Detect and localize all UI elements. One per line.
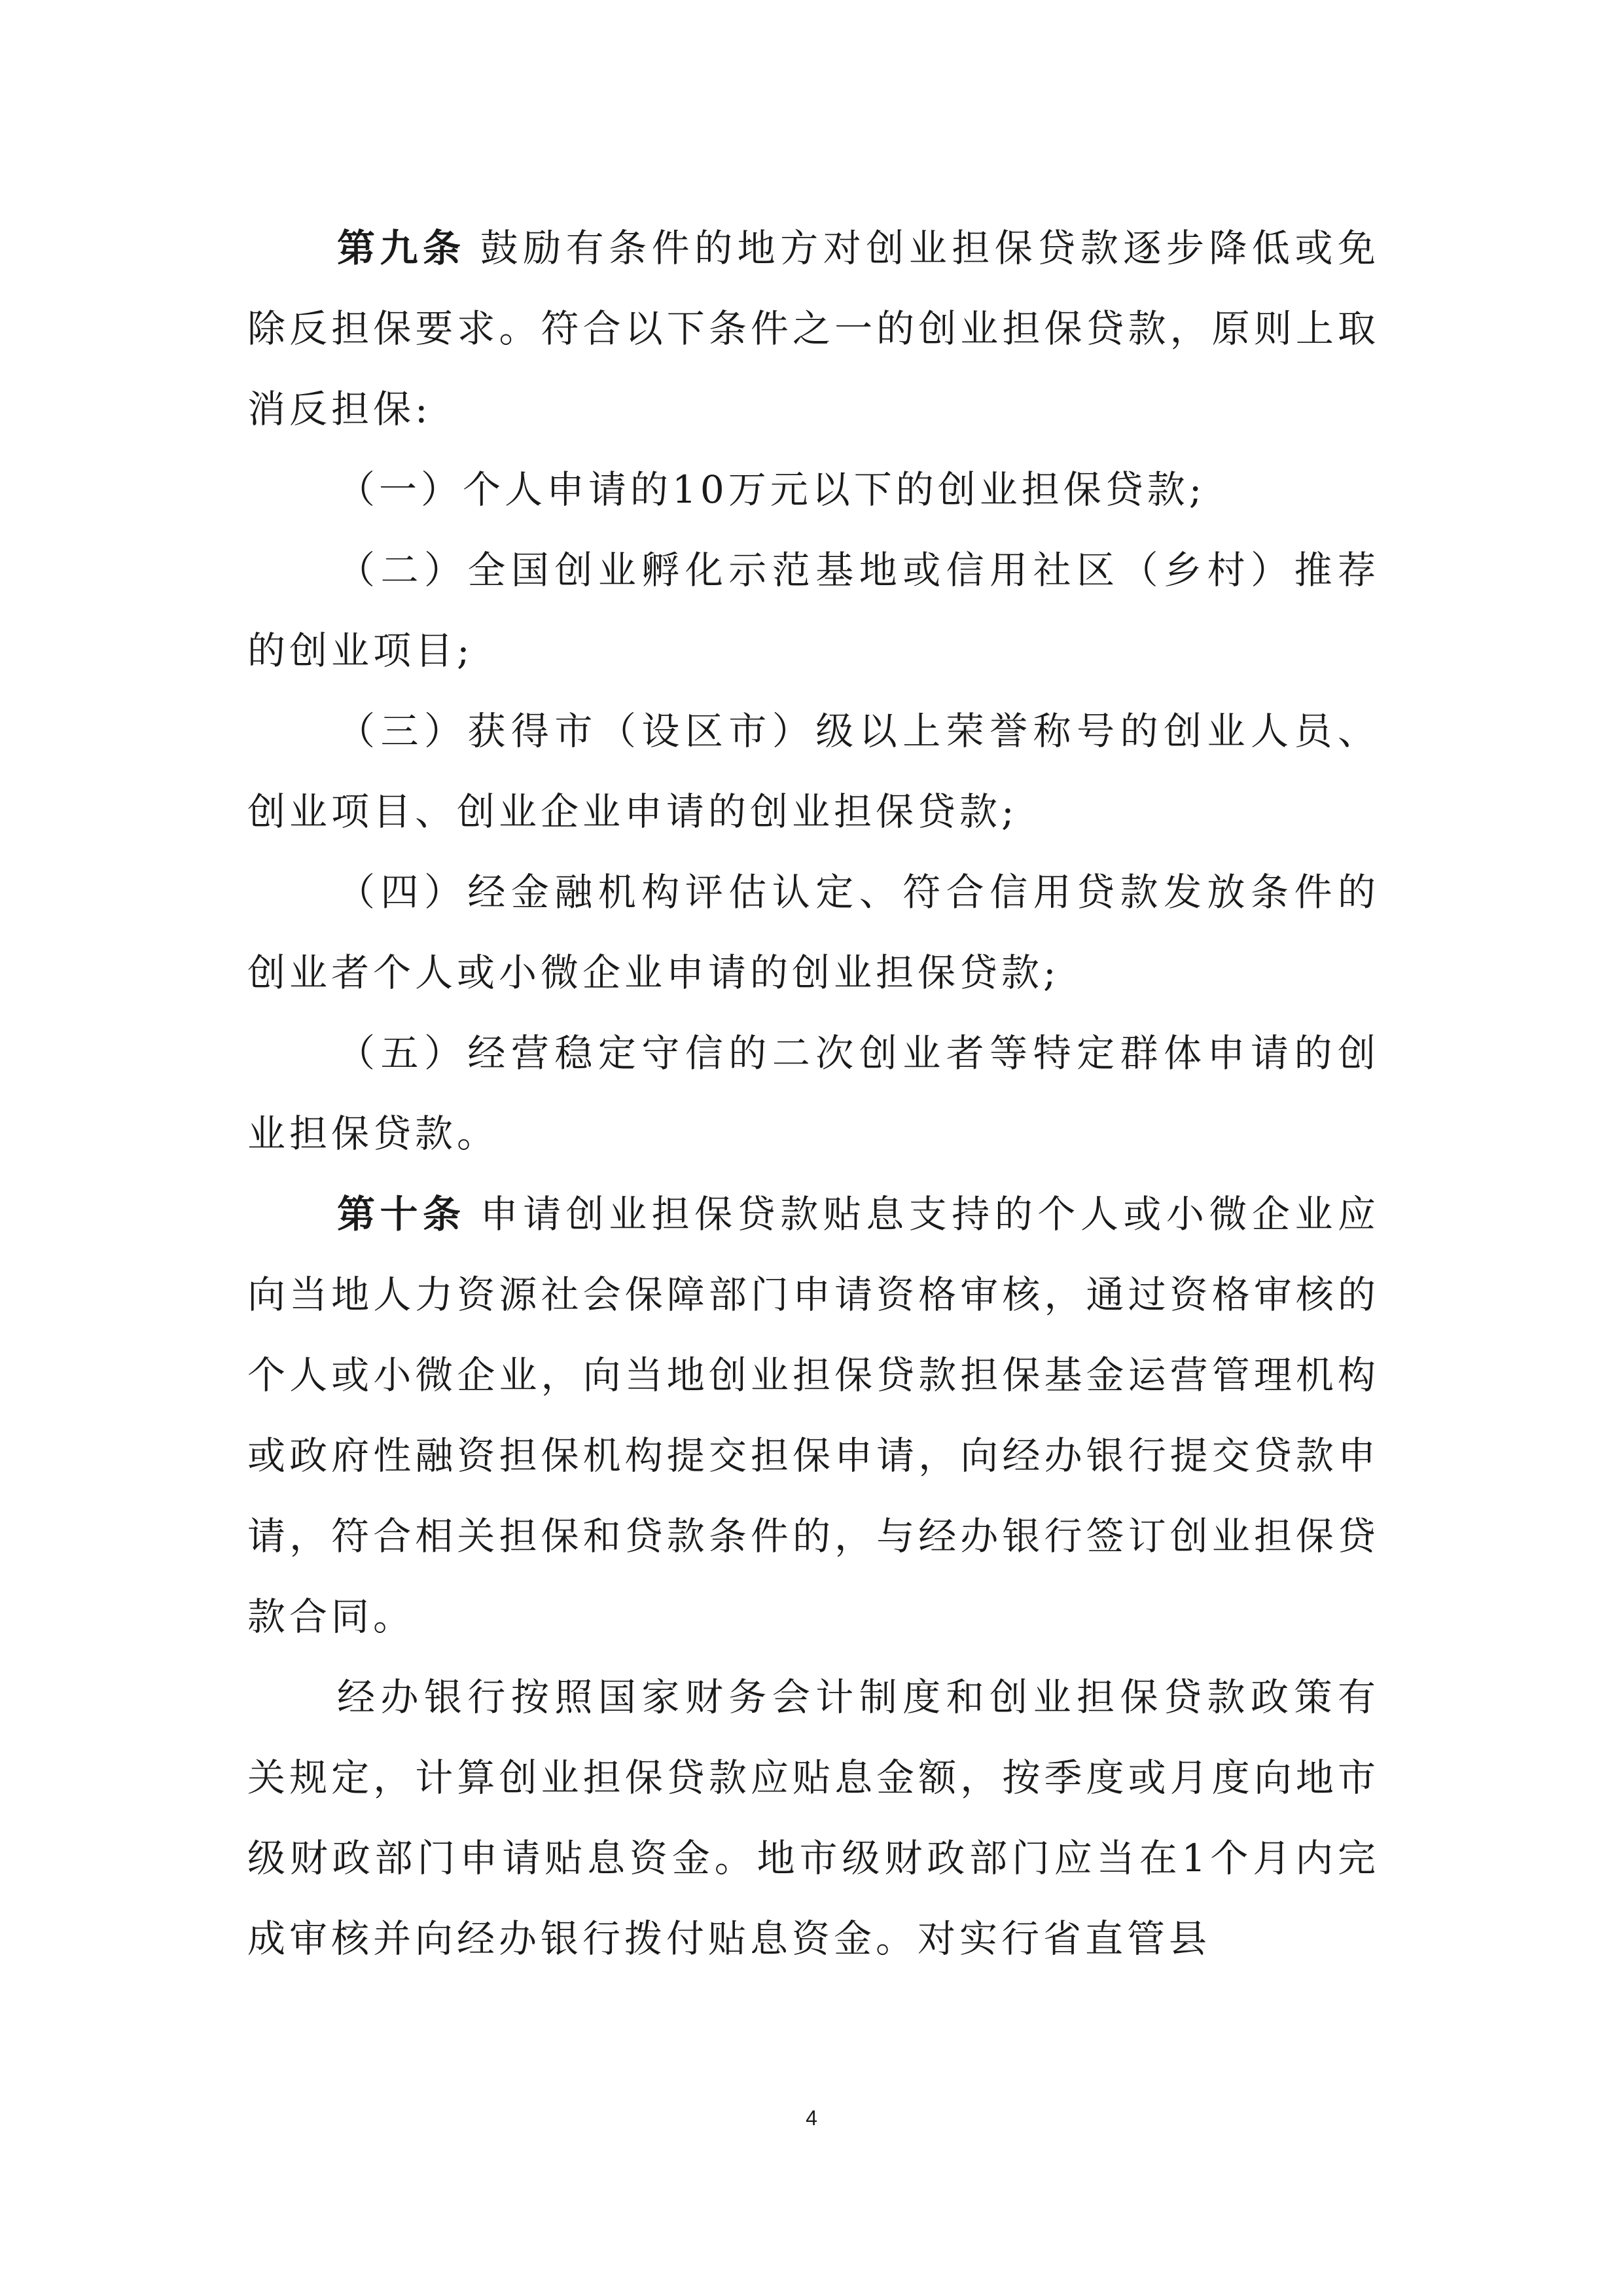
list-item-1 bbox=[247, 450, 1380, 530]
list-item-2 bbox=[247, 530, 1380, 691]
article-heading: 第十条 bbox=[337, 1192, 466, 1236]
article-9-paragraph bbox=[247, 208, 1380, 450]
paragraph-text: （三）获得市（设区市）级以上荣誉称号的创业人员、创业项目、创业企业申请的创业担保贷款; bbox=[247, 709, 1380, 834]
paragraph-text: （二）全国创业孵化示范基地或信用社区（乡村）推荐的创业项目; bbox=[247, 548, 1380, 673]
paragraph-text: 申请创业担保贷款贴息支持的个人或小微企业应向当地人力资源社会保障部门申请资格审核，通过资格审核的个人或小微企业，向当地创业担保贷款担保基金运营管理机构或政府性融资担保机构提交担保申请，向经办银行提交贷款申请，符合相关担保和贷款条件的，与经办银行签订创业担保贷款合同。 bbox=[247, 1192, 1380, 1639]
paragraph-text: 经办银行按照国家财务会计制度和创业担保贷款政策有关规定，计算创业担保贷款应贴息金额，按季度或月度向地市级财政部门申请贴息资金。地市级财政部门应当在1个月内完成审核并向经办银行拨付贴息资金。对实行省直管县 bbox=[247, 1675, 1380, 1961]
paragraph-text: （五）经营稳定守信的二次创业者等特定群体申请的创业担保贷款。 bbox=[247, 1031, 1380, 1156]
list-item-4 bbox=[247, 852, 1380, 1013]
article-heading: 第九条 bbox=[337, 226, 466, 270]
paragraph-text: （一）个人申请的10万元以下的创业担保贷款; bbox=[337, 467, 1206, 512]
list-item-3 bbox=[247, 691, 1380, 852]
paragraph-text: （四）经金融机构评估认定、符合信用贷款发放条件的创业者个人或小微企业申请的创业担保贷款; bbox=[247, 870, 1380, 995]
article-10-paragraph bbox=[247, 1174, 1380, 1657]
paragraph-text: 鼓励有条件的地方对创业担保贷款逐步降低或免除反担保要求。符合以下条件之一的创业担保贷款，原则上取消反担保: bbox=[247, 226, 1380, 431]
list-item-5 bbox=[247, 1013, 1380, 1174]
page-number: 4 bbox=[806, 2106, 817, 2130]
article-10-continuation-paragraph bbox=[247, 1657, 1380, 1979]
document-body bbox=[247, 208, 1380, 1979]
